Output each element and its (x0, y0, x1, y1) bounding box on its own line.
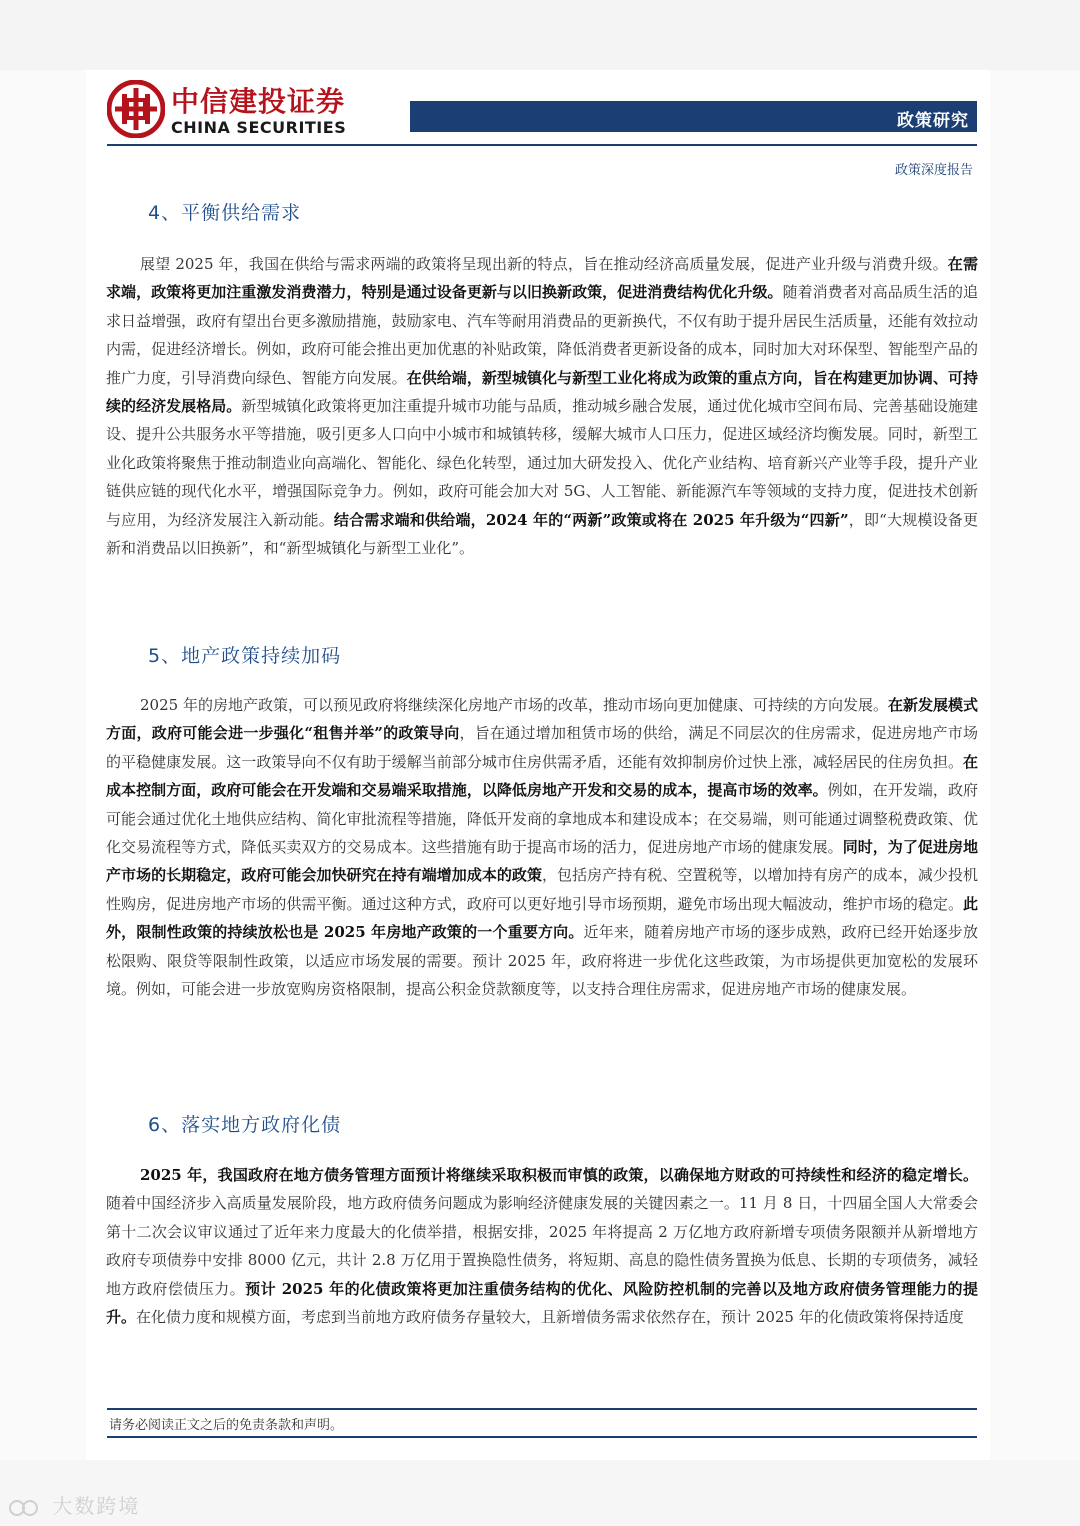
section-heading: 5、地产政策持续加码 (148, 645, 342, 667)
logo-chinese-name: 中信建投证券 (171, 85, 346, 118)
body-text: ，包括房产持有税、空置税等，以增加持有房产的成本，减少投机性购房，促进房地产市场的供需平衡。通过这种方式，政府可以更好地引导市场预期，避免市场出现大幅波动，维护市场的稳定。 (106, 866, 978, 913)
section-heading: 4、平衡供给需求 (148, 202, 302, 224)
body-paragraph (106, 1161, 978, 1331)
emphasis-text: 在新发展模式方面，政府可能会进一步强化“租售并举”的政策导向 (106, 696, 978, 743)
footer-disclaimer: 请务必阅读正文之后的免责条款和声明。 (109, 1418, 344, 1433)
section-heading: 6、落实地方政府化债 (148, 1114, 342, 1136)
page-background-left (0, 70, 86, 1460)
page-background-right (990, 70, 1080, 1460)
emphasis-text: 2025 年，我国政府在地方债务管理方面预计将继续采取积极而审慎的政策，以确保地方财政的可持续性和经济的稳定增长。 (140, 1166, 978, 1184)
company-logo (107, 80, 347, 142)
body-text: 2025 年的房地产政策，可以预见政府将继续深化房地产市场的改革，推动市场向更加健康、可持续的方向发展。 (140, 696, 888, 714)
body-text: 随着中国经济步入高质量发展阶段，地方政府债务问题成为影响经济健康发展的关键因素之一。11 月 8 日，十四届全国人大常委会第十二次会议审议通过了近年来力度最大的化债举措，根据安排，2025 年将提高 2 万亿地方政府新增专项债务限额并从新增地方政府专项债券中安排 8000 亿元，共计 2.8 万亿用于置换隐性债务，将短期、高息的隐性债务置换为低息、长期的专项债务，减轻地方政府偿债压力。 (106, 1194, 978, 1298)
body-text: 展望 2025 年，我国在供给与需求两端的政策将呈现出新的特点，旨在推动经济高质量发展，促进产业升级与消费升级。 (140, 255, 948, 273)
body-text: 在化债力度和规模方面，考虑到当前地方政府债务存量较大，且新增债务需求依然存在，预计 2025 年的化债政策将保持适度 (136, 1308, 964, 1327)
emphasis-text: 同时，为了促进房地产市场的长期稳定，政府可能会加快研究在持有端增加成本的政策 (106, 838, 978, 885)
logo-english-name: CHINA SECURITIES (171, 118, 347, 137)
emphasis-text: 在需求端，政策将更加注重激发消费潜力，特别是通过设备更新与以旧换新政策，促进消费结构优化升级。 (106, 255, 978, 302)
report-type: 政策深度报告 (894, 163, 973, 178)
company-logo-mark-icon (107, 80, 165, 138)
footer-divider-bottom (107, 1436, 977, 1438)
emphasis-text: 在供给端，新型城镇化与新型工业化将成为政策的重点方向，旨在构建更加协调、可持续的经济发展格局。 (106, 368, 978, 416)
watermark-text: 大数跨境 (52, 1494, 141, 1518)
body-text: 随着消费者对高品质生活的追求日益增强，政府有望出台更多激励措施，鼓励家电、汽车等耐用消费品的更新换代，不仅有助于提升居民生活质量，还能有效拉动内需，促进经济增长。例如，政府可能会推出更加优惠的补贴政策，降低消费者更新设备的成本，同时加大对环保型、智能型产品的推广力度，引导消费向绿色、智能方向发展。 (106, 283, 978, 387)
emphasis-text: 结合需求端和供给端，2024 年的“两新”政策或将在 2025 年升级为“四新” (333, 510, 849, 529)
watermark (8, 1490, 140, 1519)
page-background-top (0, 0, 1080, 70)
emphasis-text: 此外，限制性政策的持续放松也是 2025 年房地产政策的一个重要方向。 (106, 894, 978, 942)
body-text: ，旨在通过增加租赁市场的供给，满足不同层次的住房需求，促进房地产市场的平稳健康发展。这一政策导向不仅有助于缓解当前部分城市住房供需矛盾，还能有效抑制房价过快上涨，减轻居民的住房负担。 (106, 724, 978, 771)
body-text: 近年来，随着房地产市场的逐步成熟，政府已经开始逐步放松限购、限贷等限制性政策，以适应市场发展的需要。预计 2025 年，政府将进一步优化这些政策，为市场提供更加宽松的发展环境。例如，可能会进一步放宽购房资格限制，提高公积金贷款额度等，以支持合理住房需求，促进房地产市场的健康发展。 (106, 923, 978, 999)
section-band (410, 101, 977, 132)
emphasis-text: 预计 2025 年的化债政策将更加注重债务结构的优化、风险防控机制的完善以及地方政府债务管理能力的提升。 (106, 1279, 978, 1327)
header-divider (107, 144, 977, 146)
body-paragraph (106, 250, 978, 562)
page-background-bottom (0, 1460, 1080, 1526)
section-label: 政策研究 (897, 111, 969, 131)
footer-divider-top (107, 1408, 977, 1410)
body-text: 新型城镇化政策将更加注重提升城市功能与品质，推动城乡融合发展，通过优化城市空间布局、完善基础设施建设、提升公共服务水平等措施，吸引更多人口向中小城市和城镇转移，缓解大城市人口压力，促进区域经济均衡发展。同时，新型工业化政策将聚焦于推动制造业向高端化、智能化、绿色化转型，通过加大研发投入、优化产业结构、培育新兴产业等手段，提升产业链供应链的现代化水平，增强国际竞争力。例如，政府可能会加大对 5G、人工智能、新能源汽车等领域的支持力度，促进技术创新与应用，为经济发展注入新动能。 (106, 397, 978, 529)
body-text: 例如，在开发端，政府可能会通过优化土地供应结构、简化审批流程等措施，降低开发商的拿地成本和建设成本；在交易端，则可能通过调整税费政策、优化交易流程等方式，降低买卖双方的交易成本。这些措施有助于提高市场的活力，促进房地产市场的健康发展。 (106, 781, 978, 857)
body-paragraph (106, 691, 978, 1003)
emphasis-text: 在成本控制方面，政府可能会在开发端和交易端采取措施，以降低房地产开发和交易的成本，提高市场的效率。 (106, 752, 978, 800)
watermark-logo-icon (8, 1498, 44, 1518)
body-text: ，即“大规模设备更新和消费品以旧换新”，和“新型城镇化与新型工业化”。 (106, 510, 978, 558)
